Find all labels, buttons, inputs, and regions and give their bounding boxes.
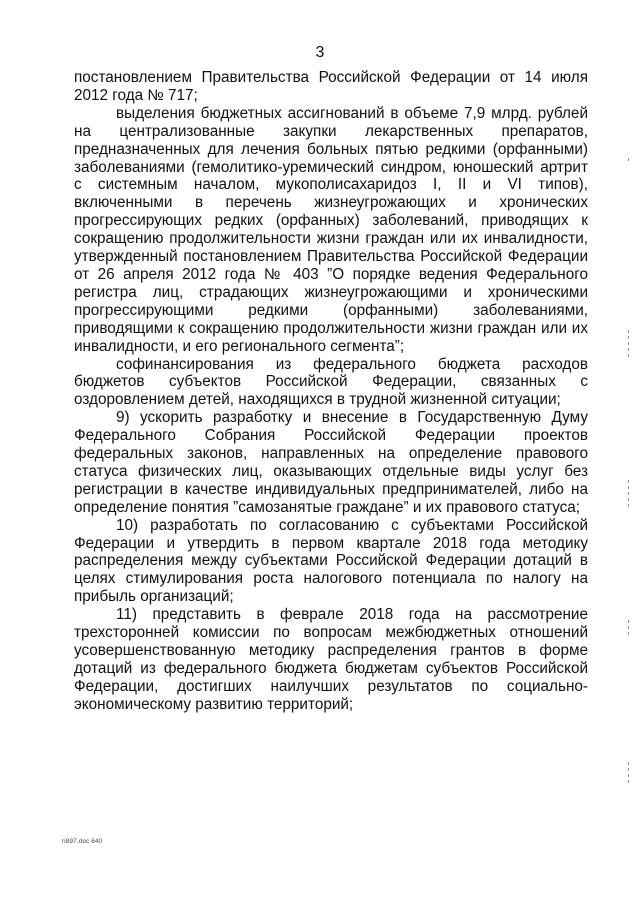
paragraph-2: выделения бюджетных ассигнований в объеме 7,9 млрд. рублей на централизованные закупки лекарственных препаратов, предназначенных для лечения больных пятью редкими (орфанными) заболеваниями (гемолитико-уремический синдром, юношеский артрит с системным началом, мукополисахаридоз I, II и VI типов), включенными в перечень жизнеугрожающих и хронических прогрессирующих редких (орфанных) заболеваний, приводящих к сокращению продолжительности жизни граждан или их инвалидности, утвержденный постановлением Правительства Российской Федерации от 26 апреля 2012 года № 403 ”О порядке ведения Федерального регистра лиц, страдающих жизнеугрожающими и хроническими прогрессирующими редкими (орфанными) заболеваниями, приводящими к сокращению продолжительности жизни граждан или их инвалидности, и его регионального сегмента”; bbox=[74, 104, 588, 355]
scan-mark bbox=[628, 768, 629, 771]
scan-mark bbox=[628, 620, 629, 623]
scan-mark bbox=[628, 336, 629, 339]
scan-mark bbox=[628, 504, 629, 507]
scan-mark bbox=[628, 632, 629, 635]
scan-mark bbox=[628, 348, 629, 351]
scan-mark bbox=[628, 480, 629, 483]
paragraph-1: постановлением Правительства Российской Федерации от 14 июля 2012 года № 717; bbox=[74, 69, 588, 104]
scan-mark bbox=[628, 330, 629, 333]
scan-mark bbox=[628, 780, 629, 783]
scan-margin-marks bbox=[628, 0, 630, 905]
paragraph-6: 11) представить в феврале 2018 года на рассмотрение трехсторонней комиссии по вопросам межбюджетных отношений усовершенствованную методику распределения грантов в форме дотаций из федерального бюджета бюджетам субъектов Российской Федерации, достигших наилучших результатов по социально-экономическому развитию территорий; bbox=[74, 606, 588, 713]
scan-mark bbox=[628, 762, 629, 765]
scan-mark bbox=[628, 486, 629, 489]
scan-mark bbox=[628, 158, 629, 161]
scan-mark bbox=[628, 626, 629, 629]
scan-mark bbox=[628, 492, 629, 495]
page-number: 3 bbox=[315, 44, 325, 61]
document-body bbox=[74, 69, 588, 714]
paragraph-5: 10) разработать по согласованию с субъектами Российской Федерации и утвердить в первом квартале 2018 года методику распределения между субъектами Российской Федерации дотаций в целях стимулирования роста налогового потенциала по налогу на прибыль организаций; bbox=[74, 516, 588, 606]
scan-mark bbox=[628, 498, 629, 501]
scan-mark bbox=[628, 354, 629, 357]
scan-mark bbox=[628, 342, 629, 345]
footer-file-code: ri897.doc 640 bbox=[62, 839, 103, 845]
scan-mark bbox=[628, 774, 629, 777]
paragraph-4: 9) ускорить разработку и внесение в Государственную Думу Федерального Собрания Российской Федерации проектов федеральных законов, направленных на определение правового статуса физических лиц, оказывающих отдельные виды услуг без регистрации в качестве индивидуальных предпринимателей, либо на определение понятия ”самозанятые граждане” и их правового статуса; bbox=[74, 409, 588, 516]
paragraph-3: софинансирования из федерального бюджета расходов бюджетов субъектов Российской Федерации, связанных с оздоровлением детей, находящихся в трудной жизненной ситуации; bbox=[74, 355, 588, 409]
